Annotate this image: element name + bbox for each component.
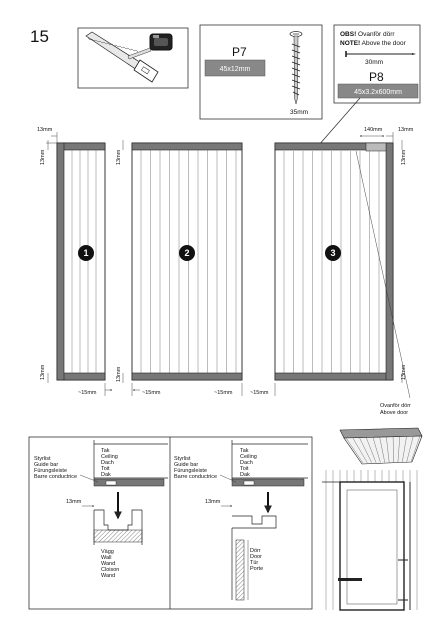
panel-1: [57, 143, 105, 380]
left-ceiling-label-2: Dach: [101, 460, 114, 466]
panel-2: [132, 143, 242, 380]
panel-number-1: 1: [83, 248, 88, 258]
p8-label: P8: [369, 70, 384, 84]
dim-top-mid-v: 13mm: [116, 149, 122, 165]
dim-gap-4: ~15mm: [250, 390, 269, 396]
nail-length: 30mm: [365, 59, 383, 66]
right-bar-label-1: Guide bar: [174, 462, 198, 468]
right-ceiling-label-4: Dak: [240, 472, 250, 478]
dim-top-right-h: 13mm: [398, 127, 414, 133]
p8-pointer: [318, 98, 360, 146]
panel-number-2: 2: [184, 248, 189, 258]
p8-obs-note: [340, 31, 395, 38]
left-bar-label-0: Styrlist: [34, 456, 51, 462]
right-door-label-0: Dörr: [250, 548, 261, 554]
obs-prefix: OBS!: [340, 31, 356, 38]
wall-panels: [57, 143, 393, 380]
right-door-label-1: Door: [250, 554, 262, 560]
p7-label: P7: [232, 45, 247, 59]
left-dimension: 13mm: [66, 499, 82, 505]
left-wall-label-1: Wall: [101, 555, 112, 561]
panel-3: [275, 143, 393, 380]
p8-size: 45x3.2x600mm: [354, 89, 402, 96]
right-door-label-3: Porte: [250, 566, 263, 572]
left-ceiling-label-1: Ceiling: [101, 454, 118, 460]
above-door-label-1: Ovanför dörr: [380, 403, 411, 409]
left-wall-label-3: Cloison: [101, 567, 119, 573]
left-bar-label-3: Barre conductrice: [34, 474, 77, 480]
dim-gap-2: ~15mm: [142, 390, 161, 396]
p8-note: [340, 40, 407, 47]
p7-part-box: [200, 25, 322, 119]
right-dimension: 13mm: [205, 499, 221, 505]
dim-top-left-h: 13mm: [37, 127, 53, 133]
dim-gap-1: ~15mm: [78, 390, 97, 396]
right-ceiling-label-3: Toit: [240, 466, 249, 472]
left-ceiling-label-3: Toit: [101, 466, 110, 472]
ceiling-slab-illustration: [340, 428, 422, 464]
right-bar-label-0: Styrlist: [174, 456, 191, 462]
dim-door-strip: 140mm: [364, 127, 383, 133]
left-wall-label-2: Wand: [101, 561, 115, 567]
dim-top-left-v: 13mm: [40, 149, 46, 165]
obs-text: Ovanför dörr: [356, 31, 395, 38]
right-ceiling-label-2: Dach: [240, 460, 253, 466]
screw-length: 35mm: [290, 109, 308, 116]
note-text: Above the door: [360, 40, 406, 47]
tools-box: [78, 28, 188, 88]
right-bar-label-2: Fürungsleiste: [174, 468, 207, 474]
note-prefix: NOTE!: [340, 40, 360, 47]
right-ceiling-label-0: Tak: [240, 448, 249, 454]
door-handle-icon: [338, 578, 362, 581]
left-wall-label-0: Vägg: [101, 549, 114, 555]
dim-bottom-right-v: 13mm: [401, 364, 407, 380]
detail-box: [29, 437, 312, 609]
right-bar-label-3: Barre conductrice: [174, 474, 217, 480]
left-ceiling-label-0: Tak: [101, 448, 110, 454]
sauna-door-illustration: [322, 470, 417, 610]
dim-bottom-mid-v: 13mm: [116, 366, 122, 382]
p7-size: 45x12mm: [220, 66, 251, 73]
right-door-label-2: Tür: [250, 560, 258, 566]
dim-top-right-v: 13mm: [401, 149, 407, 165]
above-door-label-2: Above door: [380, 410, 408, 416]
left-ceiling-label-4: Dak: [101, 472, 111, 478]
left-bar-label-1: Guide bar: [34, 462, 58, 468]
dim-bottom-left-v: 13mm: [40, 364, 46, 380]
panel-number-3: 3: [330, 248, 335, 258]
right-ceiling-label-1: Ceiling: [240, 454, 257, 460]
left-wall-label-4: Wand: [101, 573, 115, 579]
p8-part-box: [334, 25, 420, 103]
dim-gap-3: ~15mm: [214, 390, 233, 396]
left-bar-label-2: Fürungsleiste: [34, 468, 67, 474]
step-number: 15: [30, 27, 49, 46]
